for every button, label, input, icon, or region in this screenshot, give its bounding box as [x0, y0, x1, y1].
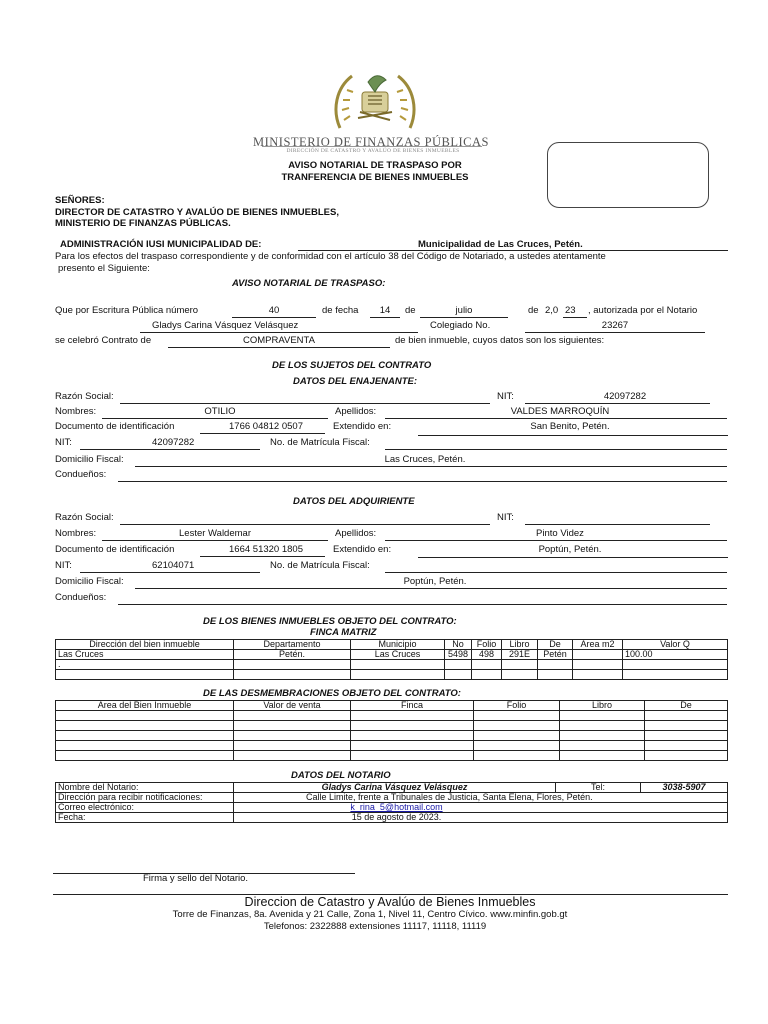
- column-header: Folio: [472, 640, 502, 650]
- table-cell: [645, 731, 728, 741]
- enajenante-matricula-label: No. de Matrícula Fiscal:: [270, 437, 370, 448]
- nombre-notario-label: Nombre del Notario:: [56, 783, 234, 793]
- table-row: [56, 731, 728, 741]
- adquiriente-extendido: Poptún, Petén.: [538, 544, 602, 555]
- table-cell: [573, 650, 623, 660]
- adquiriente-razon-underline: [120, 524, 490, 525]
- table-cell: [445, 660, 472, 670]
- table-cell: [472, 660, 502, 670]
- escritura-underline: [232, 317, 316, 318]
- ministry-divider: [262, 146, 482, 147]
- adquiriente-doc-underline: [200, 556, 325, 557]
- bienes-heading: DE LOS BIENES INMUEBLES OBJETO DEL CONTRATO:: [203, 616, 457, 627]
- table-cell: 5498: [445, 650, 472, 660]
- column-header: Departamento: [234, 640, 351, 650]
- table-cell: [474, 741, 560, 751]
- enajenante-domicilio-label: Domicilio Fiscal:: [55, 454, 124, 465]
- enajenante-doc-underline: [200, 433, 325, 434]
- table-cell: [56, 751, 234, 761]
- table-cell: [351, 660, 445, 670]
- escritura-label: Que por Escritura Pública número: [55, 305, 199, 316]
- adquiriente-nombres-underline: [102, 540, 328, 541]
- adquiriente-nit-top-underline: [525, 524, 710, 525]
- anio-underline: [563, 317, 587, 318]
- enajenante-conduenos-label: Condueños:: [55, 469, 107, 480]
- adquiriente-matricula-underline: [385, 572, 727, 573]
- addressee-line-3: MINISTERIO DE FINANZAS PÚBLICAS.: [55, 218, 231, 229]
- adquiriente-matricula-label: No. de Matrícula Fiscal:: [270, 560, 370, 571]
- enajenante-nit-underline: [80, 449, 260, 450]
- table-row: [56, 660, 728, 670]
- table-row: [56, 721, 728, 731]
- table-cell: [56, 741, 234, 751]
- enajenante-heading: DATOS DEL ENAJENANTE:: [293, 376, 418, 387]
- correo-label: Correo electrónico:: [56, 803, 234, 813]
- footer-title: Direccion de Catastro y Avalúo de Bienes Inmuebles: [244, 895, 536, 909]
- adquiriente-extendido-label: Extendido en:: [333, 544, 392, 555]
- intro-line-2: presento el Siguiente:: [58, 263, 150, 274]
- adquiriente-apellidos-label: Apellidos:: [335, 528, 377, 539]
- mes-underline: [420, 317, 508, 318]
- table-cell: [234, 670, 351, 680]
- adquiriente-doc-label: Documento de identificación: [55, 544, 175, 555]
- table-header-row: [56, 701, 728, 711]
- enajenante-doc-label: Documento de identificación: [55, 421, 175, 432]
- table-cell: [234, 741, 351, 751]
- column-header: Valor de venta: [234, 701, 351, 711]
- escritura-number: 40: [268, 305, 280, 316]
- desmembraciones-table: [55, 700, 728, 761]
- addressee-line-1: SEÑORES:: [55, 195, 105, 206]
- table-cell: [623, 660, 728, 670]
- desmembraciones-heading: DE LAS DESMEMBRACIONES OBJETO DEL CONTRATO:: [203, 688, 461, 699]
- enajenante-apellidos: VALDES MARROQUÍN: [510, 406, 610, 417]
- column-header: No: [445, 640, 472, 650]
- table-cell: [560, 751, 645, 761]
- stamp-box: [547, 142, 709, 208]
- direccion-label: Dirección para recibir notificaciones:: [56, 793, 234, 803]
- enajenante-conduenos-underline: [118, 481, 727, 482]
- table-cell: [560, 721, 645, 731]
- table-row: [56, 711, 728, 721]
- adquiriente-doc: 1664 51320 1805: [229, 544, 303, 555]
- table-cell: [645, 711, 728, 721]
- contrato-underline: [168, 347, 390, 348]
- table-row: [56, 650, 728, 660]
- column-header: Municipio: [351, 640, 445, 650]
- tel-label: Tel:: [556, 783, 641, 793]
- adquiriente-conduenos-label: Condueños:: [55, 592, 107, 603]
- table-cell: [445, 670, 472, 680]
- aviso-heading: AVISO NOTARIAL DE TRASPASO:: [232, 278, 386, 289]
- table-cell: [474, 711, 560, 721]
- table-row: [56, 793, 728, 803]
- adquiriente-nit: 62104071: [152, 560, 195, 571]
- autorizada-text: , autorizada por el Notario: [588, 305, 698, 316]
- column-header: Folio: [474, 701, 560, 711]
- enajenante-matricula-underline: [385, 449, 727, 450]
- table-cell: [560, 741, 645, 751]
- table-cell: [623, 670, 728, 680]
- table-cell: [351, 711, 474, 721]
- column-header: Libro: [560, 701, 645, 711]
- table-cell: [560, 731, 645, 741]
- guatemala-coat-of-arms: [330, 70, 420, 134]
- adquiriente-conduenos-underline: [118, 604, 727, 605]
- enajenante-nit-label: NIT:: [497, 391, 514, 402]
- table-cell: [645, 721, 728, 731]
- table-cell: Petén: [538, 650, 573, 660]
- table-cell: Las Cruces: [56, 650, 234, 660]
- column-header: Libro: [502, 640, 538, 650]
- fecha-label: de fecha: [322, 305, 359, 316]
- table-row: [56, 751, 728, 761]
- nombre-notario-value: Gladys Carina Vásquez Velásquez: [234, 783, 556, 793]
- column-header: Dirección del bien inmueble: [56, 640, 234, 650]
- table-cell: [351, 721, 474, 731]
- enajenante-nit: 42097282: [152, 437, 195, 448]
- ministry-name: MINISTERIO DE FINANZAS PÚBLICAS: [253, 135, 489, 149]
- table-cell: [56, 711, 234, 721]
- adquiriente-nombres: Lester Waldemar: [179, 528, 251, 539]
- enajenante-nombres-label: Nombres:: [55, 406, 97, 417]
- table-row: [56, 803, 728, 813]
- table-cell: 291E: [502, 650, 538, 660]
- enajenante-nombres: OTILIO: [204, 406, 236, 417]
- table-cell: [56, 670, 234, 680]
- enajenante-razon-label: Razón Social:: [55, 391, 114, 402]
- table-cell: [645, 741, 728, 751]
- contrato-tail: de bien inmueble, cuyos datos son los siguientes:: [395, 335, 605, 346]
- column-header: De: [538, 640, 573, 650]
- adquiriente-heading: DATOS DEL ADQUIRIENTE: [293, 496, 415, 507]
- enajenante-nit-top-underline: [525, 403, 710, 404]
- contrato-label: se celebró Contrato de: [55, 335, 152, 346]
- table-cell: [351, 741, 474, 751]
- intro-line-1: Para los efectos del traspaso correspondiente y de conformidad con el artículo 38 del Código de Notariado, a ustedes atentamente: [55, 251, 606, 262]
- adquiriente-apellidos: Pinto Videz: [536, 528, 584, 539]
- sujetos-heading: DE LOS SUJETOS DEL CONTRATO: [272, 360, 432, 371]
- adquiriente-domicilio: Poptún, Petén.: [403, 576, 467, 587]
- notario-heading: DATOS DEL NOTARIO: [291, 770, 391, 781]
- table-cell: [573, 660, 623, 670]
- adquiriente-nit2-label: NIT:: [55, 560, 72, 571]
- enajenante-nit2-label: NIT:: [55, 437, 72, 448]
- column-header: Finca: [351, 701, 474, 711]
- table-cell: [573, 670, 623, 680]
- de-label-1: de: [405, 305, 416, 316]
- table-cell: .: [56, 660, 234, 670]
- tel-value: 3038-5907: [641, 783, 728, 793]
- table-row: [56, 813, 728, 823]
- table-cell: Petén.: [234, 650, 351, 660]
- adquiriente-extendido-underline: [418, 557, 728, 558]
- table-row: [56, 741, 728, 751]
- admin-value: Municipalidad de Las Cruces, Petén.: [418, 239, 583, 250]
- colegiado-number: 23267: [601, 320, 629, 331]
- table-cell: [351, 670, 445, 680]
- enajenante-doc: 1766 04812 0507: [229, 421, 303, 432]
- title-line-2: TRANFERENCIA DE BIENES INMUEBLES: [281, 172, 469, 183]
- table-cell: [538, 670, 573, 680]
- enajenante-nombres-underline: [102, 418, 328, 419]
- table-row: [56, 670, 728, 680]
- admin-label: ADMINISTRACIÓN IUSI MUNICIPALIDAD DE:: [60, 239, 262, 250]
- notario-underline: [140, 332, 418, 333]
- table-cell: 498: [472, 650, 502, 660]
- table-cell: [538, 660, 573, 670]
- de-label-2: de: [528, 305, 539, 316]
- fecha-mes: julio: [455, 305, 473, 316]
- column-header: De: [645, 701, 728, 711]
- adquiriente-apellidos-underline: [385, 540, 727, 541]
- colegiado-underline: [525, 332, 705, 333]
- correo-link[interactable]: k_rina_5@hotmail.com: [350, 802, 443, 812]
- table-cell: [351, 751, 474, 761]
- adquiriente-domicilio-underline: [135, 588, 727, 589]
- table-cell: [234, 751, 351, 761]
- adquiriente-razon-label: Razón Social:: [55, 512, 114, 523]
- enajenante-apellidos-underline: [385, 418, 727, 419]
- enajenante-extendido-underline: [418, 435, 728, 436]
- table-cell: [474, 731, 560, 741]
- firma-label: Firma y sello del Notario.: [143, 873, 249, 884]
- table-cell: Las Cruces: [351, 650, 445, 660]
- ministry-subtitle: DIRECCIÓN DE CATASTRO Y AVALÚO DE BIENES INMUEBLES: [286, 148, 460, 154]
- enajenante-extendido-label: Extendido en:: [333, 421, 392, 432]
- table-cell: [56, 721, 234, 731]
- table-cell: [234, 731, 351, 741]
- contrato-value: COMPRAVENTA: [243, 335, 315, 346]
- adquiriente-nit-underline: [80, 572, 260, 573]
- direccion-value: Calle Limite, frente a Tribunales de Justicia, Santa Elena, Flores, Petén.: [234, 793, 728, 803]
- title-line-1: AVISO NOTARIAL DE TRASPASO POR: [288, 160, 462, 171]
- notario-table: [55, 782, 728, 823]
- table-cell: [560, 711, 645, 721]
- adquiriente-domicilio-label: Domicilio Fiscal:: [55, 576, 124, 587]
- column-header: Area m2: [573, 640, 623, 650]
- footer-phones: Telefonos: 2322888 extensiones 11117, 11118, 11119: [263, 921, 487, 932]
- anio-prefix: 2,0: [545, 305, 559, 316]
- fecha-value: 15 de agosto de 2023.: [234, 813, 728, 823]
- notario-name: Gladys Carina Vásquez Velásquez: [152, 320, 299, 331]
- table-cell: [645, 751, 728, 761]
- enajenante-domicilio-underline: [135, 466, 727, 467]
- enajenante-extendido: San Benito, Petén.: [530, 421, 610, 432]
- table-cell: [234, 721, 351, 731]
- adquiriente-nit-label: NIT:: [497, 512, 514, 523]
- table-cell: [474, 751, 560, 761]
- footer-address: Torre de Finanzas, 8a. Avenida y 21 Calle, Zona 1, Nivel 11, Centro Cívico. www.minfin.gob.gt: [172, 909, 568, 920]
- bienes-table: [55, 639, 728, 680]
- table-cell: [56, 731, 234, 741]
- enajenante-apellidos-label: Apellidos:: [335, 406, 377, 417]
- adquiriente-nombres-label: Nombres:: [55, 528, 97, 539]
- table-cell: [472, 670, 502, 680]
- fecha-label: Fecha:: [56, 813, 234, 823]
- table-cell: [502, 670, 538, 680]
- enajenante-domicilio: Las Cruces, Petén.: [384, 454, 466, 465]
- column-header: Valor Q: [623, 640, 728, 650]
- table-cell: [234, 660, 351, 670]
- dia-underline: [370, 317, 400, 318]
- table-row: [56, 783, 728, 793]
- enajenante-nit-top: 42097282: [603, 391, 647, 402]
- table-cell: [351, 731, 474, 741]
- finca-matriz-heading: FINCA MATRIZ: [310, 627, 377, 638]
- column-header: Area del Bien Inmueble: [56, 701, 234, 711]
- enajenante-razon-underline: [120, 403, 490, 404]
- table-cell: 100.00: [623, 650, 728, 660]
- table-cell: [474, 721, 560, 731]
- table-header-row: [56, 640, 728, 650]
- table-cell: [502, 660, 538, 670]
- addressee-line-2: DIRECTOR DE CATASTRO Y AVALÚO DE BIENES INMUEBLES,: [55, 207, 339, 218]
- table-cell: [234, 711, 351, 721]
- anio: 23: [565, 305, 576, 316]
- colegiado-label: Colegiado No.: [430, 320, 491, 331]
- fecha-dia: 14: [379, 305, 391, 316]
